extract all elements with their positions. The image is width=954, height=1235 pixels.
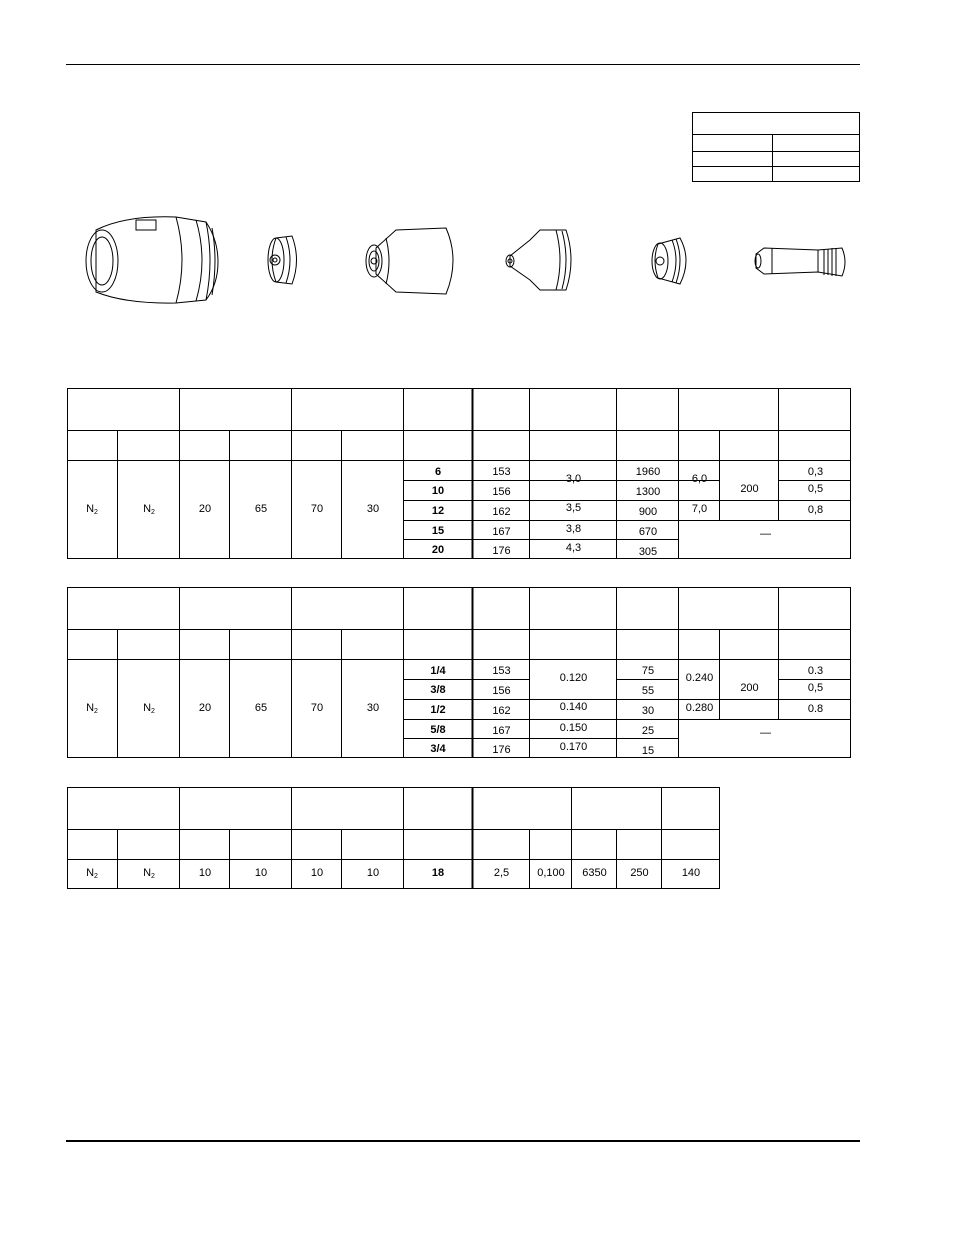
arc-voltage: 140 bbox=[681, 867, 701, 879]
cut-speed: 1960 bbox=[635, 466, 661, 478]
plasma-cutflow: 65 bbox=[254, 503, 268, 515]
arc-voltage: 156 bbox=[492, 486, 511, 498]
cut-speed: 1300 bbox=[635, 486, 661, 498]
shield-cutflow: 30 bbox=[366, 503, 380, 515]
thickness: 3/8 bbox=[430, 684, 446, 696]
initial-height: 7,0 bbox=[691, 503, 708, 515]
torch-height: 0.170 bbox=[559, 741, 588, 753]
pierce-delay: 0.3 bbox=[807, 665, 824, 677]
shield-gas: $N_2$ bbox=[143, 503, 155, 516]
swirl-ring-icon bbox=[268, 236, 297, 284]
plasma-cutflow: 65 bbox=[254, 702, 268, 714]
arc-voltage: 156 bbox=[492, 685, 511, 697]
shield-icon bbox=[366, 228, 453, 294]
plasma-cutflow: 10 bbox=[254, 867, 268, 879]
torch-height: 0.140 bbox=[559, 701, 588, 713]
cut-speed: 900 bbox=[638, 506, 658, 518]
thickness: 15 bbox=[431, 525, 445, 537]
thickness: 3/4 bbox=[430, 743, 446, 755]
shield-gas: $N_2$ bbox=[143, 702, 155, 715]
plasma-preflow: 10 bbox=[198, 867, 212, 879]
arc-voltage: 167 bbox=[492, 725, 511, 737]
arc-voltage: 162 bbox=[492, 705, 511, 717]
cut-speed: 30 bbox=[641, 705, 655, 717]
pierce-delay: 0.8 bbox=[807, 703, 824, 715]
plasma-preflow: 20 bbox=[198, 702, 212, 714]
thickness: 6 bbox=[434, 466, 442, 478]
edge-start-mark: — bbox=[760, 528, 771, 540]
shield-preflow: 10 bbox=[310, 867, 324, 879]
cut-speed: 75 bbox=[641, 665, 655, 677]
marking-current: 18 bbox=[431, 867, 445, 879]
nozzle-icon bbox=[506, 230, 571, 290]
cut-speed: 305 bbox=[638, 546, 658, 558]
speed-mm: 6350 bbox=[582, 867, 607, 879]
pierce-delay: 0,5 bbox=[807, 682, 824, 694]
arc-voltage: 153 bbox=[492, 466, 511, 478]
shield-cutflow: 30 bbox=[366, 702, 380, 714]
electrode-icon bbox=[755, 248, 845, 276]
arc-voltage: 167 bbox=[492, 526, 511, 538]
pierce-delay: 0,5 bbox=[807, 483, 824, 495]
shield-preflow: 70 bbox=[310, 503, 324, 515]
shield-gas: $N_2$ bbox=[143, 867, 155, 880]
cut-speed: 25 bbox=[641, 725, 655, 737]
shield-cap-icon bbox=[86, 217, 218, 303]
pierce-height-percent: 200 bbox=[740, 483, 759, 495]
plasma-gas: $N_2$ bbox=[86, 867, 98, 880]
torch-height: 4,3 bbox=[565, 542, 582, 554]
plasma-preflow: 20 bbox=[198, 503, 212, 515]
footer-rule bbox=[66, 1140, 860, 1142]
plasma-gas: $N_2$ bbox=[86, 702, 98, 715]
torch-height-in: 0,100 bbox=[537, 867, 565, 879]
torch-height: 0.120 bbox=[559, 672, 588, 684]
arc-voltage: 162 bbox=[492, 506, 511, 518]
arc-voltage: 176 bbox=[492, 744, 511, 756]
retaining-ring-icon bbox=[652, 238, 686, 284]
plasma-gas: $N_2$ bbox=[86, 503, 98, 516]
torch-height: 3,0 bbox=[565, 473, 582, 485]
initial-height: 6,0 bbox=[691, 473, 708, 485]
consumable-parts-row bbox=[66, 200, 860, 320]
pierce-delay: 0,8 bbox=[807, 504, 824, 516]
torch-height: 3,8 bbox=[565, 523, 582, 535]
cut-speed: 670 bbox=[638, 526, 658, 538]
pierce-height-percent: 200 bbox=[740, 682, 759, 694]
reference-table bbox=[692, 112, 860, 182]
torch-height: 3,5 bbox=[565, 502, 582, 514]
edge-start-mark: — bbox=[760, 727, 771, 739]
metric-cut-chart bbox=[66, 387, 852, 560]
cut-speed: 15 bbox=[641, 745, 655, 757]
speed-in: 250 bbox=[630, 867, 649, 879]
thickness: 1/2 bbox=[430, 704, 446, 716]
english-cut-chart bbox=[66, 586, 852, 759]
shield-cutflow: 10 bbox=[366, 867, 380, 879]
initial-height: 0.280 bbox=[685, 702, 714, 714]
thickness: 12 bbox=[431, 505, 445, 517]
shield-preflow: 70 bbox=[310, 702, 324, 714]
torch-height-mm: 2,5 bbox=[493, 867, 510, 879]
torch-height: 0.150 bbox=[559, 722, 588, 734]
pierce-delay: 0,3 bbox=[807, 466, 824, 478]
thickness: 5/8 bbox=[430, 724, 446, 736]
arc-voltage: 153 bbox=[492, 665, 511, 677]
marking-chart bbox=[66, 786, 721, 890]
header-rule bbox=[66, 64, 860, 65]
thickness: 1/4 bbox=[430, 665, 446, 677]
cut-speed: 55 bbox=[641, 685, 655, 697]
thickness: 20 bbox=[431, 544, 445, 556]
arc-voltage: 176 bbox=[492, 545, 511, 557]
initial-height: 0.240 bbox=[685, 672, 714, 684]
thickness: 10 bbox=[431, 485, 445, 497]
